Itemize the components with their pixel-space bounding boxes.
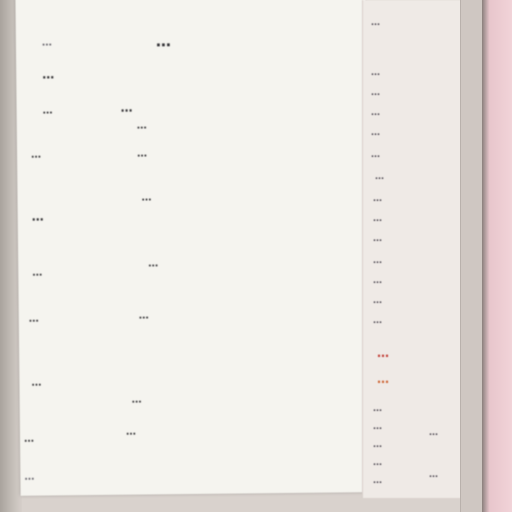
ledger-entry: … — [375, 172, 385, 182]
doc-row-detail: … — [136, 120, 148, 132]
ledger-entry: … — [373, 404, 383, 414]
ledger-entry: … — [371, 88, 381, 98]
ledger-entry: … — [373, 194, 383, 204]
binding-gutter — [460, 0, 483, 512]
ledger-entry: … — [373, 214, 383, 224]
ledger-entry: … — [429, 428, 439, 438]
doc-row-detail: … — [148, 258, 159, 270]
desk-right-edge — [482, 0, 512, 512]
ledger-entry: … — [371, 68, 381, 78]
ledger-entry: … — [373, 458, 383, 468]
doc-row-label: … — [31, 377, 42, 389]
ledger-entry: … — [371, 108, 381, 118]
ledger-entry: … — [373, 276, 383, 286]
doc-row-label: … — [28, 313, 40, 325]
doc-row-detail: … — [131, 394, 143, 406]
ledger-entry: … — [373, 296, 383, 306]
doc-header-title: … — [155, 32, 172, 51]
doc-row-label: … — [42, 105, 54, 117]
doc-row-label: … — [23, 433, 35, 445]
ledger-entry: … — [373, 422, 383, 432]
doc-row-detail: … — [136, 148, 148, 160]
ledger-highlight-orange: … — [377, 372, 390, 386]
ledger-entry: … — [429, 470, 439, 480]
ledger-entry: … — [373, 440, 383, 450]
ledger-entry: … — [373, 256, 383, 266]
doc-row-label: … — [30, 149, 42, 161]
doc-header-left: … — [41, 37, 53, 49]
doc-row-detail: … — [120, 100, 134, 115]
ledger-column — [362, 0, 461, 498]
doc-row-detail: … — [138, 310, 150, 322]
ledger-entry: … — [371, 128, 381, 138]
doc-row-label: … — [31, 209, 45, 224]
ledger-entry: … — [371, 150, 381, 160]
doc-footer: … — [24, 471, 35, 483]
ledger-highlight-red: … — [377, 346, 390, 360]
doc-row-detail: … — [125, 426, 137, 438]
ledger-entry: … — [371, 18, 381, 28]
ledger-entry: … — [373, 316, 383, 326]
document-page — [15, 0, 370, 496]
doc-row-label: … — [32, 267, 43, 279]
ledger-entry: … — [373, 476, 383, 486]
doc-row-label: … — [42, 67, 55, 82]
doc-row-detail: … — [141, 192, 153, 204]
ledger-entry: … — [373, 234, 383, 244]
